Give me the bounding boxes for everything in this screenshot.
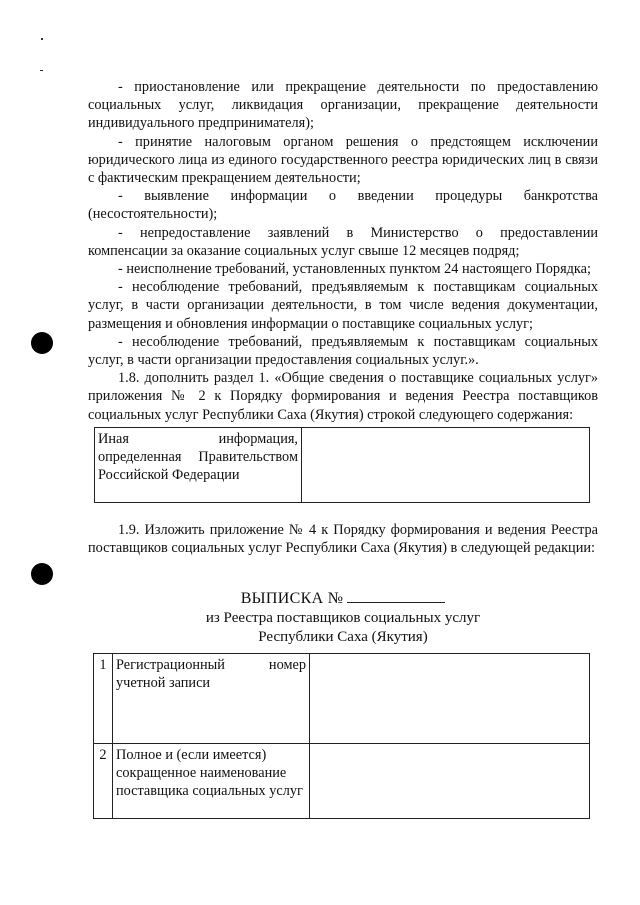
table-row: [95, 428, 590, 503]
row-label: Регистрационный номер учетной записи: [116, 657, 306, 692]
row-label: Полное и (если имеется) сокращенное наименование поставщика социальных услуг: [116, 747, 303, 800]
row-label: Иная информация, определенная Правительством Российской Федерации: [98, 431, 298, 484]
punch-hole-top: [31, 332, 53, 354]
extract-table: [93, 653, 590, 819]
paragraph: - приостановление или прекращение деятельности по предоставлению социальных услуг, ликвидация организации, прекращение деятельности индивидуального предпринимателя);: [88, 79, 598, 132]
body-text-top: [88, 78, 598, 424]
body-text-19: [88, 521, 598, 557]
row-number: 2: [99, 747, 107, 763]
paragraph: - выявление информации о введении процедуры банкротства (несостоятельности);: [88, 188, 598, 223]
table-cell-value: [310, 744, 590, 819]
paragraph: - несоблюдение требований, предъявляемым к поставщикам социальных услуг, в части организации предоставления социальных услуг.».: [88, 333, 598, 369]
table-cell-label: [95, 428, 302, 503]
extract-title: [88, 588, 598, 609]
table-cell-label: [113, 744, 310, 819]
table-cell-num: [94, 744, 113, 819]
paragraph: - принятие налоговым органом решения о предстоящем исключении юридического лица из единого государственного реестра юридических лиц в связи с фактическим прекращением деятельности;: [88, 133, 598, 187]
scan-speck: [40, 70, 43, 71]
paragraph: - несоблюдение требований, предъявляемым к поставщикам социальных услуг, в части организации деятельности, в том числе ведения документации, размещения и обновления информации о поставщике социальных услуг;: [88, 279, 598, 332]
paragraph: - неисполнение требований, установленных пунктом 24 настоящего Порядка;: [118, 261, 591, 278]
table-row: [94, 744, 590, 819]
table-cell-value: [310, 654, 590, 744]
paragraph: - непредоставление заявлений в Министерство о предоставлении компенсации за оказание социальных услуг свыше 12 месяцев подряд;: [88, 224, 598, 259]
table-row: [94, 654, 590, 744]
extract-subtitle: Республики Саха (Якутия): [258, 629, 428, 645]
table-cell-value: [302, 428, 590, 503]
table-cell-num: [94, 654, 113, 744]
paragraph: 1.9. Изложить приложение № 4 к Порядку формирования и ведения Реестра поставщиков социальных услуг Республики Саха (Якутия) в следующей редакции:: [88, 522, 598, 557]
extract-title-text: ВЫПИСКА №: [240, 590, 344, 607]
extract-title-block: [88, 588, 598, 647]
additional-info-table: [94, 427, 590, 503]
scan-speck: [41, 38, 43, 40]
paragraph: 1.8. дополнить раздел 1. «Общие сведения о поставщике социальных услуг» приложения № 2 к Порядку формирования и ведения Реестра поставщиков социальных услуг Республики Саха (Якутия) строкой следующего содержания:: [88, 370, 598, 423]
extract-number-blank: [347, 588, 445, 603]
punch-hole-bottom: [31, 563, 53, 585]
extract-subtitle: из Реестра поставщиков социальных услуг: [205, 610, 481, 626]
row-number: 1: [99, 657, 107, 673]
table-cell-label: [113, 654, 310, 744]
